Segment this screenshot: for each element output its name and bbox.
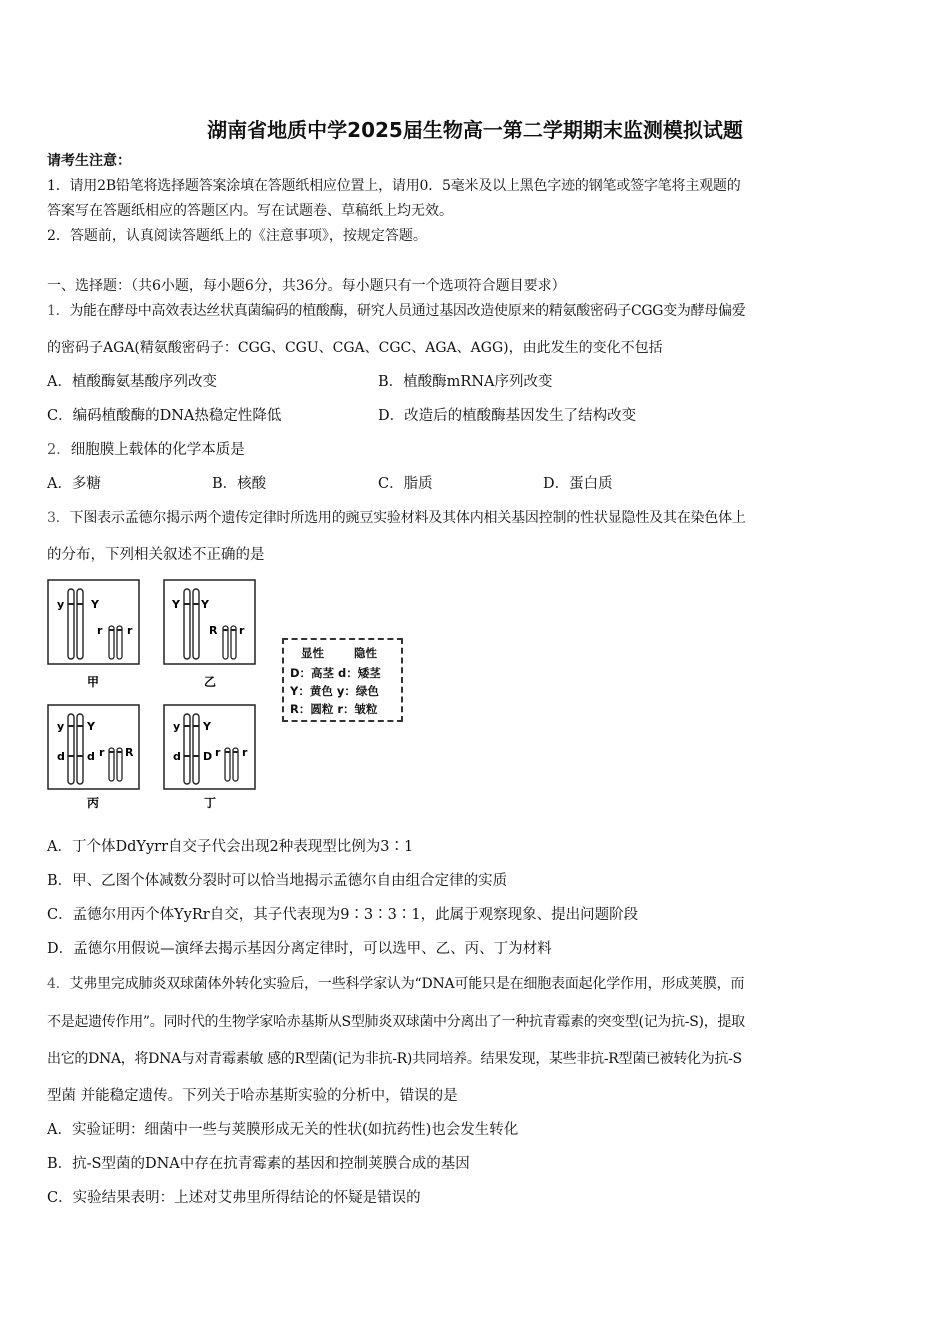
q3-stem-a: 下图表示孟德尔揭示两个遗传定律时所选用的豌豆实验材料及其体内相关基因控制的性状显隐性及其在染色体上: [69, 510, 746, 526]
label-r: r: [127, 624, 133, 637]
panel-label-ding: 丁: [204, 796, 217, 810]
q1-stem-a: 为能在酵母中高效表达丝状真菌编码的植酸酶，研究人员通过基因改造使原来的精氨酸密码子CGG变为酵母偏爱: [69, 303, 746, 319]
q4-option-a: A．实验证明：细菌中一些与荚膜形成无关的性状(如抗药性)也会发生转化: [47, 1122, 519, 1138]
q2-option-b: B．核酸: [212, 476, 267, 492]
panel-jia: [48, 580, 139, 689]
q4-number: 4．: [47, 976, 70, 992]
q2-option-c: C．脂质: [378, 476, 433, 492]
label-d: d: [87, 750, 95, 763]
q2-option-d: D．蛋白质: [543, 476, 613, 492]
q1-number: 1．: [47, 303, 70, 319]
q4-stem-line3: 出它的DNA，将DNA与对青霉素敏 感的R型菌(记为非抗-R)共同培养。结果发现，某些非抗-R型菌已被转化为抗-S: [47, 1051, 742, 1067]
q3-option-c: C．孟德尔用丙个体YyRr自交，其子代表现为9∶3∶3∶1，此属于观察现象、提出问题阶段: [47, 907, 639, 923]
legend-row-r: R：圆粒 r：皱粒: [290, 702, 378, 716]
label-d: d: [173, 750, 181, 763]
section-heading: 一、选择题：（共6小题，每小题6分，共36分。每小题只有一个选项符合题目要求）: [47, 278, 566, 294]
label-d: d: [57, 750, 65, 763]
q4-stem-line2: 不是起遗传作用”。同时代的生物学家哈赤基斯从S型肺炎双球菌中分离出了一种抗青霉素的突变型(记为抗-S)，提取: [47, 1014, 745, 1030]
q1-option-d: D．改造后的植酸酶基因发生了结构改变: [378, 408, 637, 424]
panel-label-bing: 丙: [87, 796, 100, 810]
notice-heading: 请考生注意：: [47, 153, 131, 169]
panel-ding: [164, 705, 255, 810]
label-r: r: [215, 746, 221, 759]
label-r: r: [242, 746, 248, 759]
label-Y: Y: [91, 598, 99, 611]
q3-stem-line2: 的分布，下列相关叙述不正确的是: [47, 547, 265, 563]
legend-dominant: 显性: [301, 646, 324, 660]
q2-stem-text: 细胞膜上载体的化学本质是: [70, 442, 245, 458]
q3-option-d: D．孟德尔用假说—演绎去揭示基因分离定律时，可以选甲、乙、丙、丁为材料: [47, 941, 552, 957]
q4-option-b: B．抗-S型菌的DNA中存在抗青霉素的基因和控制荚膜合成的基因: [47, 1156, 470, 1172]
q3-option-b: B．甲、乙图个体减数分裂时可以恰当地揭示孟德尔自由组合定律的实质: [47, 873, 508, 889]
q1-option-c: C．编码植酸酶的DNA热稳定性降低: [47, 408, 282, 424]
label-r: r: [99, 746, 105, 759]
label-r: r: [239, 624, 245, 637]
label-Y: Y: [172, 598, 180, 611]
label-R: R: [209, 624, 218, 637]
notice-item-1a: 1．请用2B铅笔将选择题答案涂填在答题纸相应位置上，请用0．5毫米及以上黑色字迹的钢笔或签字笔将主观题的: [47, 178, 741, 194]
panel-label-jia: 甲: [87, 675, 100, 689]
label-r: r: [97, 624, 103, 637]
q4-stem-line4: 型菌 并能稳定遗传。下列关于哈赤基斯实验的分析中，错误的是: [47, 1088, 458, 1104]
notice-item-1b: 答案写在答题纸相应的答题区内。写在试题卷、草稿纸上均无效。: [47, 203, 453, 219]
q1-stem-line1: [47, 301, 745, 321]
label-R: R: [125, 746, 134, 759]
label-y: y: [57, 720, 65, 733]
legend-row-d: D：高茎 d：矮茎: [290, 666, 381, 680]
page-title: 湖南省地质中学2025届生物高一第二学期期末监测模拟试题: [207, 118, 743, 142]
panel-label-yi: 乙: [204, 675, 217, 689]
q2-stem: [47, 440, 245, 460]
q2-option-a: A．多糖: [47, 476, 101, 492]
q3-stem-line1: [47, 508, 746, 528]
q4-stem-a: 艾弗里完成肺炎双球菌体外转化实验后，一些科学家认为“DNA可能只是在细胞表面起化学作用，形成荚膜，而: [69, 976, 745, 992]
panel-bing: [48, 705, 139, 810]
q1-stem-line2: 的密码子AGA(精氨酸密码子：CGG、CGU、CGA、CGC、AGA、AGG)，由此发生的变化不包括: [47, 340, 663, 356]
legend-row-y: Y：黄色 y：绿色: [290, 684, 379, 698]
chromosome-figure: [45, 576, 275, 814]
label-y: y: [173, 720, 181, 733]
notice-item-2: 2．答题前，认真阅读答题纸上的《注意事项》，按规定答题。: [47, 228, 427, 244]
panel-yi: [164, 580, 255, 689]
legend-recessive: 隐性: [354, 646, 377, 660]
label-y: y: [57, 598, 65, 611]
label-Y: Y: [201, 598, 209, 611]
q1-option-a: A．植酸酶氨基酸序列改变: [47, 374, 217, 390]
q4-option-c: C．实验结果表明：上述对艾弗里所得结论的怀疑是错误的: [47, 1190, 421, 1206]
q4-stem-line1: [47, 974, 744, 994]
q3-option-a: A．丁个体DdYyrr自交子代会出现2种表现型比例为3∶1: [47, 839, 414, 855]
label-Y: Y: [203, 720, 211, 733]
label-D: D: [203, 750, 213, 763]
trait-legend: [282, 638, 403, 722]
q3-number: 3．: [47, 510, 70, 526]
label-Y: Y: [87, 720, 95, 733]
q1-option-b: B．植酸酶mRNA序列改变: [378, 374, 553, 390]
q2-number: 2．: [47, 442, 71, 458]
